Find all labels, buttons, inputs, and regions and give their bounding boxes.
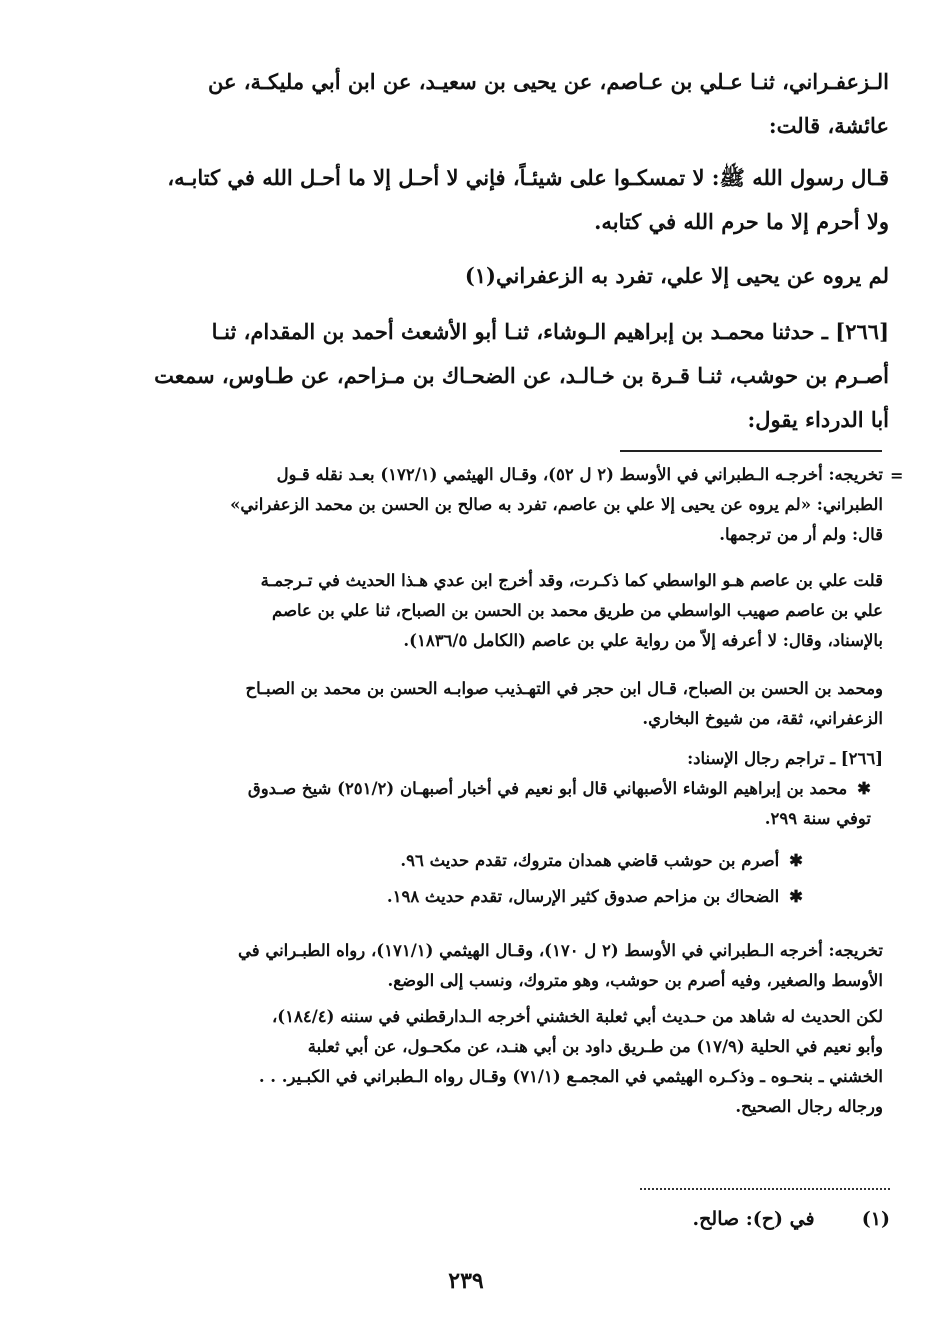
page-number: ٢٣٩ [448, 1268, 484, 1294]
main-paragraph-3 [75, 254, 889, 298]
note-line: ورجاله رجال الصحيح. [735, 1097, 883, 1116]
text-line: [٢٦٦] ـ حدثنا محمـد بن إبراهيم الـوشاء، ثنـا أبو الأشعث أحمد بن المقدام، ثنـا [211, 319, 889, 344]
note-paragraph-2 [75, 566, 883, 656]
note-line: لكن الحديث له شاهد من حـديث أبي ثعلبة الخشني أخرجه الـدارقطني في سننه (١٨٤/٤)، [271, 1007, 883, 1026]
main-paragraph-1 [75, 60, 889, 148]
text-line: ولا أحرم إلا ما حرم الله في كتابه. [594, 209, 889, 234]
narrator-bullet-1 [75, 774, 871, 834]
note-line: وأبو نعيم في الحلية (١٧/٩) من طـريق داود بن أبي هنـد، عن مكحـول، عن أبي ثعلبة [307, 1037, 883, 1056]
note-line: [٢٦٦] ـ تراجم رجال الإسناد: [687, 749, 883, 768]
note-paragraph-5 [75, 1002, 883, 1122]
hadith-266 [75, 310, 889, 442]
narrator-bullet-2 [75, 846, 803, 876]
note-line: تخريجه: أخرجه الـطبراني في الأوسط (٢ ل ١٧٠)، وقـال الهيثمي (١٧١/١)، رواه الطبـراني في [237, 941, 883, 960]
footnote-separator [640, 1188, 890, 1190]
footnote-text: في (ح): صالح. [692, 1208, 815, 1230]
note-line: قال: ولم أر من ترجمها. [719, 525, 883, 544]
bullet-text: محمد بن إبراهيم الوشاء الأصبهاني قال أبو نعيم في أخبار أصبهـان (٢٥١/٢) شيخ صـدوق [247, 779, 848, 798]
bullet-text: أصرم بن حوشب قاضي همدان متروك، تقدم حديث ٩٦. [400, 851, 780, 870]
note-line: توفي سنة ٢٩٩. [764, 809, 871, 828]
text-line: عائشة، قالت: [768, 113, 889, 138]
note-line [75, 774, 871, 804]
note-line: الخشني ـ بنحـوه ـ وذكـره الهيثمي في المجمـع (٧١/١) وقـال رواه الـطبراني في الكبـير. . . [258, 1067, 883, 1086]
bullet-text: الضحاك بن مزاحم صدوق كثير الإرسال، تقدم حديث ١٩٨. [386, 887, 780, 906]
note-line: قلت علي بن عاصم هـو الواسطي كما ذكـرت، وقد أخرج ابن عدي هـذا الحديث في تـرجمـة [260, 571, 883, 590]
bullet-icon: ✱ [789, 887, 803, 906]
text-line: الـزعفـراني، ثنـا عـلي بن عـاصم، عن يحيى بن سعيـد، عن ابن أبي مليكـة، عن [207, 69, 889, 94]
note-line [75, 846, 803, 876]
note-line: الزعفراني، ثقة، من شيوخ البخاري. [642, 709, 883, 728]
note-paragraph-3 [75, 674, 883, 734]
note-line: علي بن عاصم صهيب الواسطي من طريق محمد بن الحسن بن الصباح، ثنا علي بن عاصم [272, 601, 883, 620]
note-line [75, 882, 803, 912]
takhrij-note-2 [75, 936, 883, 996]
text-line: لم يروه عن يحيى إلا علي، تفرد به الزعفراني(١) [464, 263, 889, 288]
note-line: بالإسناد، وقال: لا أعرفه إلاّ من رواية علي بن عاصم (الكامل ١٨٣٦/٥). [403, 631, 883, 650]
margin-mark: = [890, 466, 904, 485]
note-line: الطبراني: «لم يروه عن يحيى إلا علي بن عاصم، تفرد به صالح بن الحسن بن محمد الزعفراني» [230, 495, 883, 514]
notes-separator [620, 450, 882, 452]
text-line: قـال رسول الله ﷺ: لا تمسكـوا على شيئـاً، فإني لا أحـل إلا ما أحـل الله في كتابـه، [167, 165, 889, 190]
footnote-number: (١) [861, 1208, 890, 1230]
text-line: أصـرم بن حوشب، ثنـا قـرة بن خـالـد، عن الضحـاك بن مـزاحم، عن طـاوس، سمعت [154, 363, 889, 388]
bullet-icon: ✱ [789, 851, 803, 870]
note-line: تخريجه: أخرجـه الـطبراني في الأوسط (٢ ل ٥٢)، وقـال الهيثمي (١٧٢/١) بعـد نقله قـول [276, 465, 883, 484]
footnote [693, 1208, 890, 1230]
main-paragraph-2 [75, 156, 889, 244]
narrator-bullet-3 [75, 882, 803, 912]
text-line: أبا الدرداء يقول: [747, 407, 889, 432]
tarajim-heading [75, 744, 883, 774]
note-line: ومحمد بن الحسن بن الصباح، قـال ابن حجر في التهـذيب صوابـه الحسن بن محمد بن الصبـاح [245, 679, 883, 698]
takhrij-note-1 [75, 460, 883, 550]
note-line: الأوسط والصغير، وفيه أصرم بن حوشب، وهو متروك، ونسب إلى الوضع. [387, 971, 883, 990]
bullet-icon: ✱ [857, 779, 871, 798]
